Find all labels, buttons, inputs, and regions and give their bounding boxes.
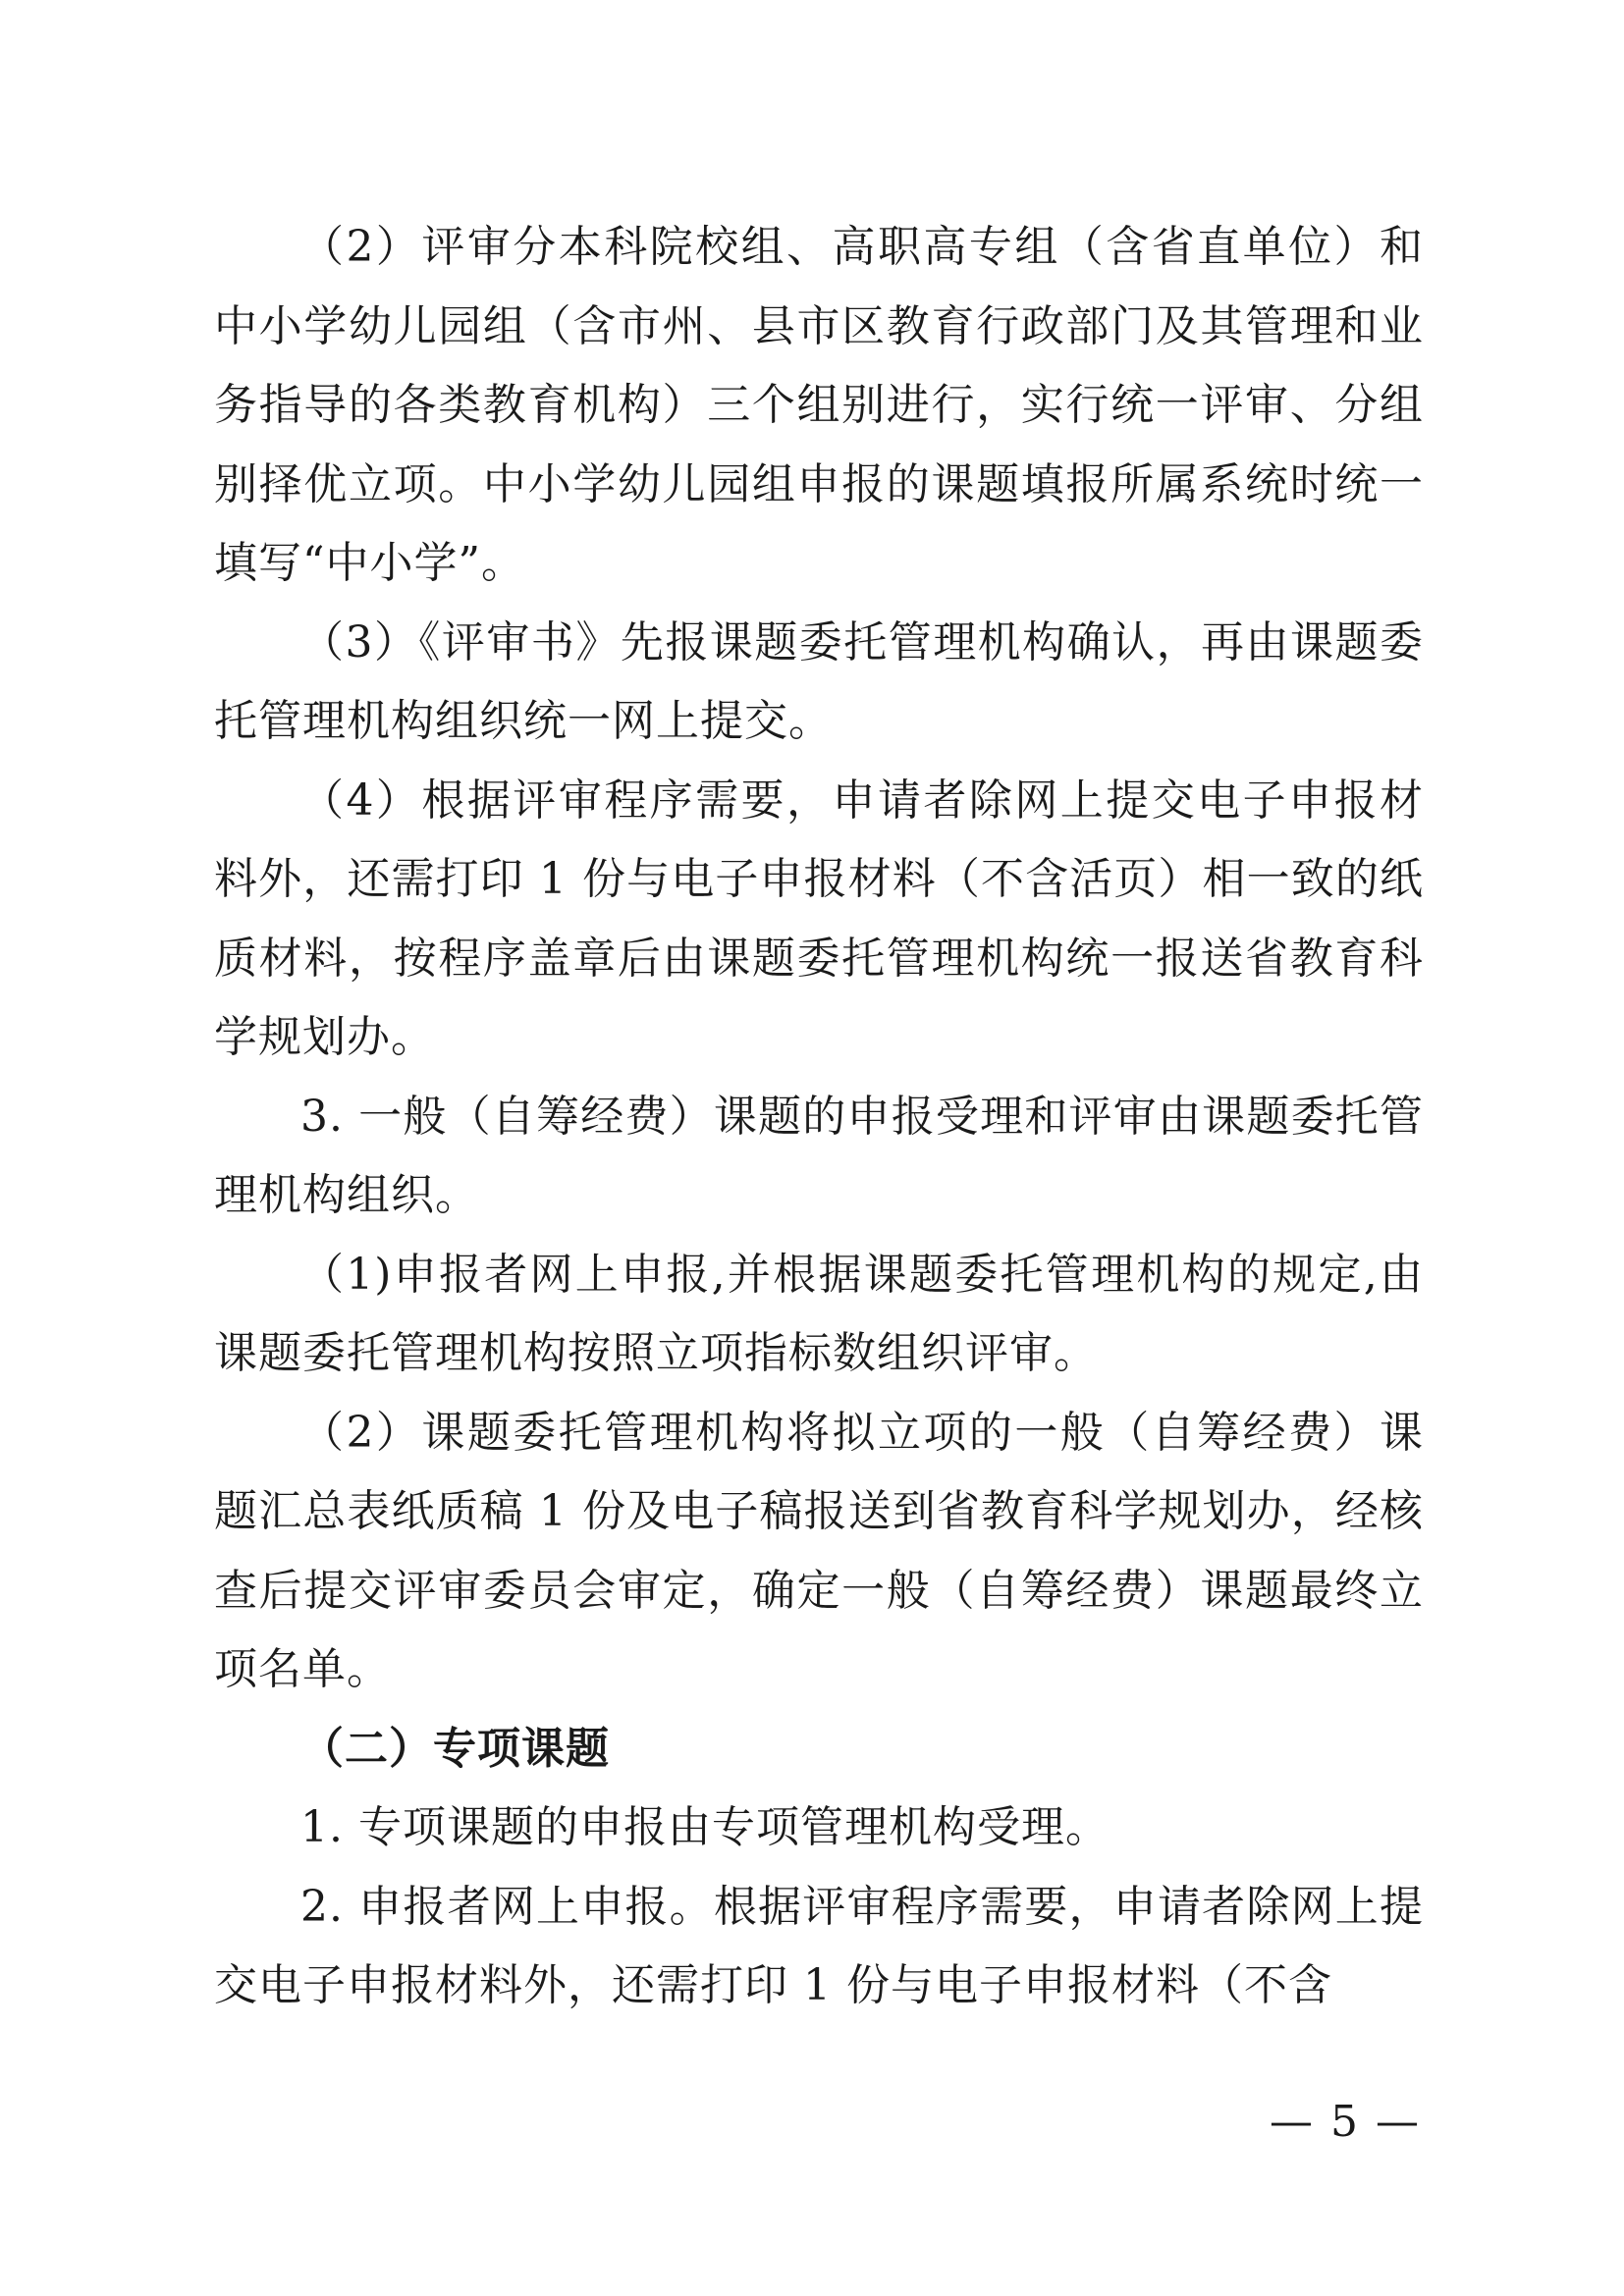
paragraph-summary-submission: （2）课题委托管理机构将拟立项的一般（自筹经费）课题汇总表纸质稿 1 份及电子稿报送到省教育科学规划办，经核查后提交评审委员会审定，确定一般（自筹经费）课题最终立项名单。 [214,1407,1424,1694]
paragraph-online-application: （1)申报者网上申报,并根据课题委托管理机构的规定,由课题委托管理机构按照立项指标数组织评审。 [214,1249,1424,1378]
paragraph-general-topics: 3. 一般（自筹经费）课题的申报受理和评审由课题委托管理机构组织。 [214,1091,1424,1220]
paragraph-special-application: 2. 申报者网上申报。根据评审程序需要，申请者除网上提交电子申报材料外，还需打印 1 份与电子申报材料（不含 [214,1881,1424,2010]
paragraph-special-acceptance: 1. 专项课题的申报由专项管理机构受理。 [300,1802,1110,1852]
paragraph-review-groups: （2）评审分本科院校组、高职高专组（含省直单位）和中小学幼儿园组（含市州、县市区教育行政部门及其管理和业务指导的各类教育机构）三个组别进行，实行统一评审、分组别择优立项。中小学幼儿园组申报的课题填报所属系统时统一填写“中小学”。 [214,222,1424,588]
section-heading-special-topics: （二）专项课题 [300,1723,610,1774]
document-body [214,208,1424,2026]
page-number: — 5 — [1270,2097,1421,2147]
paragraph-review-book-submission: （3）《评审书》先报课题委托管理机构确认，再由课题委托管理机构组织统一网上提交。 [214,616,1424,746]
paragraph-paper-materials: （4）根据评审程序需要，申请者除网上提交电子申报材料外，还需打印 1 份与电子申报材料（不含活页）相一致的纸质材料，按程序盖章后由课题委托管理机构统一报送省教育科学规划办。 [214,774,1424,1062]
